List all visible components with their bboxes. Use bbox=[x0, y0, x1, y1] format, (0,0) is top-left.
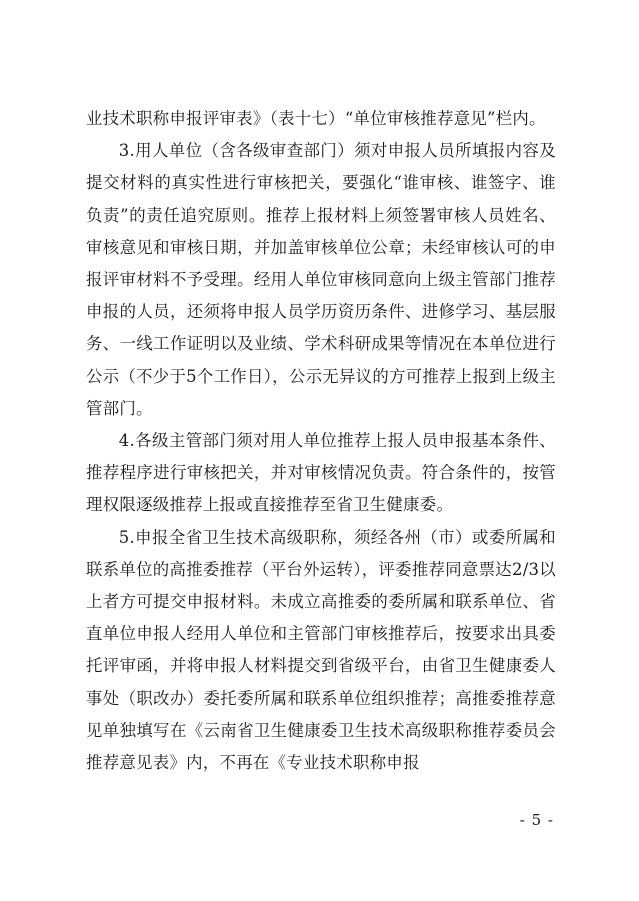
paragraph-item-5: 5.申报全省卫生技术高级职称，须经各州（市）或委所属和联系单位的高推委推荐（平台外运转），评委推荐同意票达2/3以上者方可提交申报材料。未成立高推委的委所属和联系单位、省直单位申报人经用人单位和主管部门审核推荐后，按要求出具委托评审函，并将申报人材料提交到省级平台，由省卫生健康委人事处（职改办）委托委所属和联系单位组织推荐；高推委推荐意见单独填写在《云南省卫生健康委卫生技术高级职称推荐委员会推荐意见表》内，不再在《专业技术职称申报 bbox=[86, 527, 556, 773]
document-body bbox=[86, 103, 556, 779]
page-number: - 5 - bbox=[519, 811, 554, 829]
paragraph-continuation: 业技术职称申报评审表》（表十七）“单位审核推荐意见”栏内。 bbox=[86, 109, 546, 128]
paragraph-item-3: 3.用人单位（含各级审查部门）须对申报人员所填报内容及提交材料的真实性进行审核把关，要强化“谁审核、谁签字、谁负责”的责任追究原则。推荐上报材料上须签署审核人员姓名、审核意见和审核日期，并加盖审核单位公章；未经审核认可的申报评审材料不予受理。经用人单位审核同意向上级主管部门推荐申报的人员，还须将申报人员学历资历条件、进修学习、基层服务、一线工作证明以及业绩、学术科研成果等情况在本单位进行公示（不少于5个工作日），公示无异议的方可推荐上报到上级主管部门。 bbox=[86, 141, 556, 418]
paragraph-item-4: 4.各级主管部门须对用人单位推荐上报人员申报基本条件、推荐程序进行审核把关，并对审核情况负责。符合条件的，按管理权限逐级推荐上报或直接推荐至省卫生健康委。 bbox=[86, 431, 556, 515]
